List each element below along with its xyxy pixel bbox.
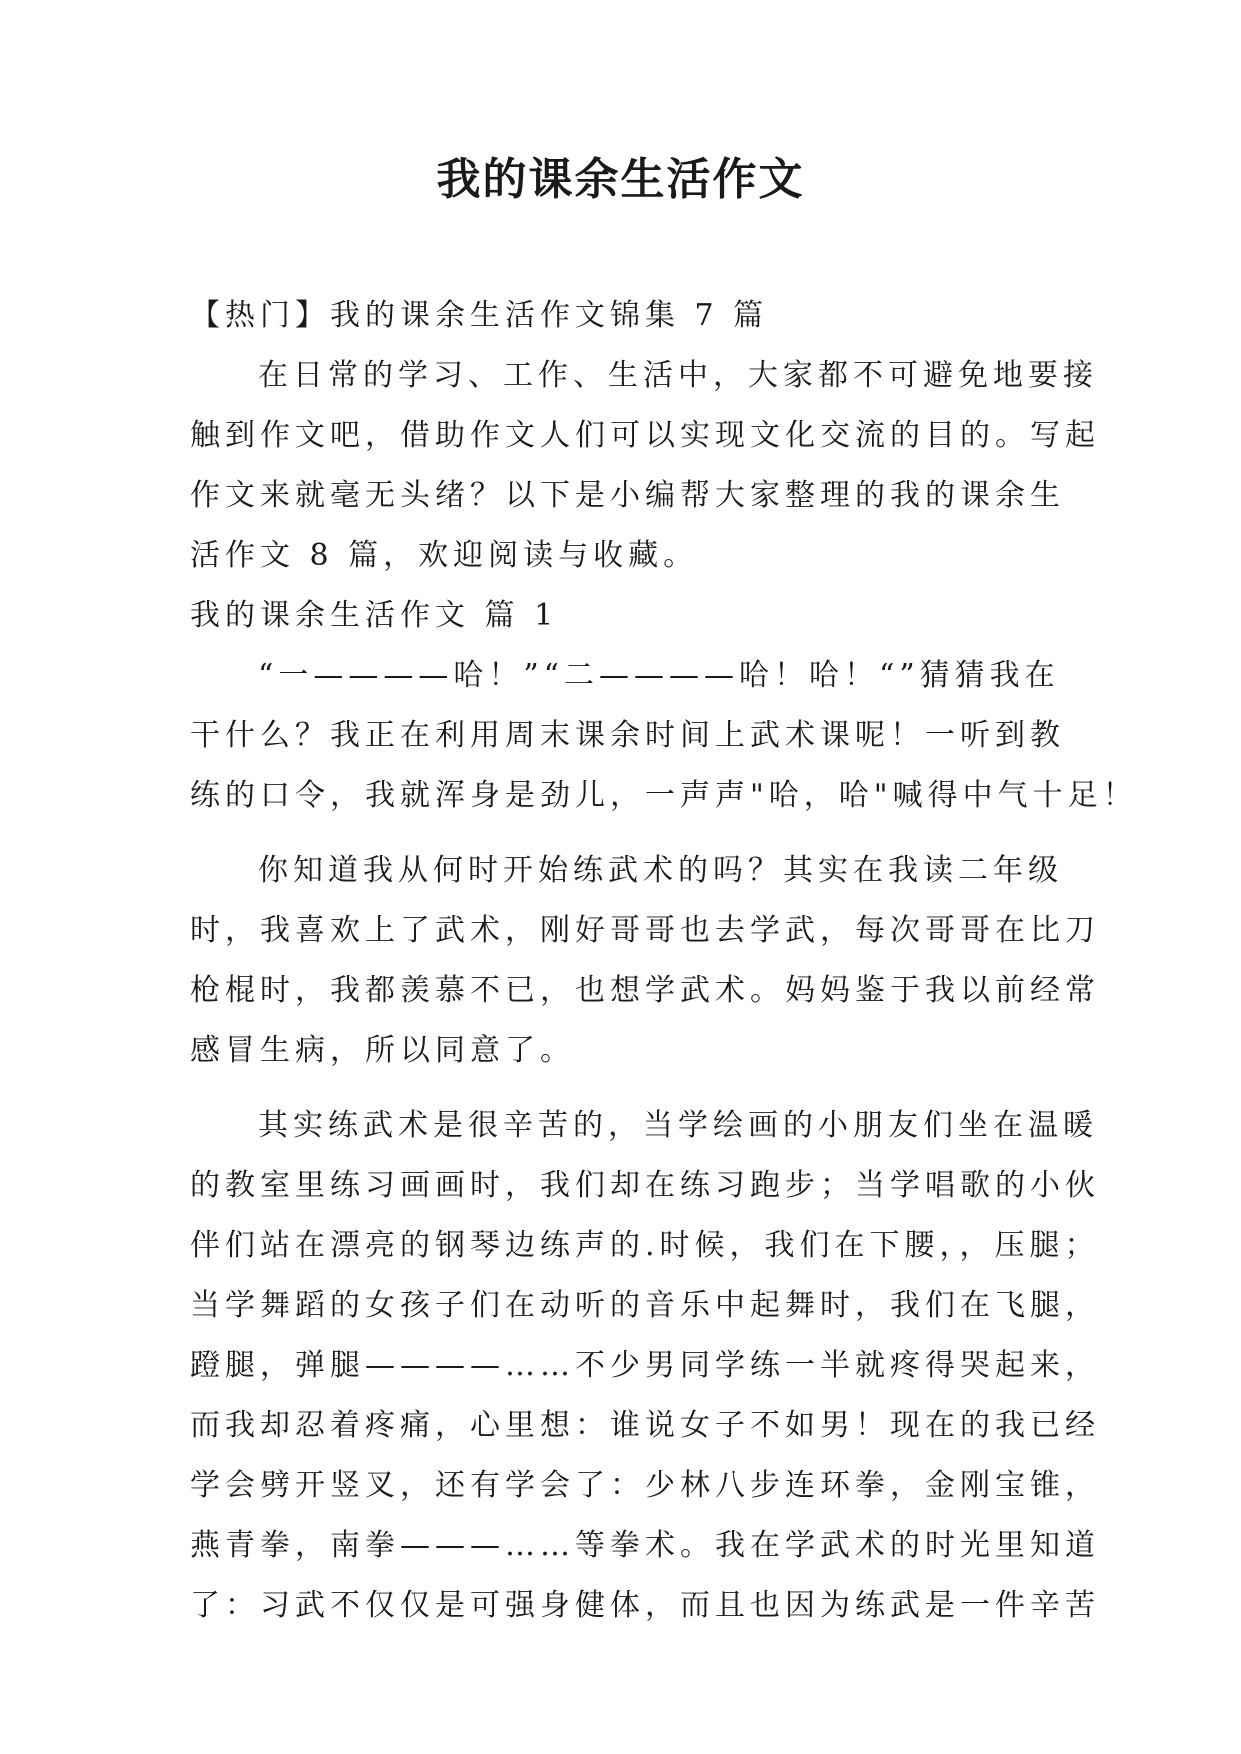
section-heading: 我的课余生活作文 篇 1 bbox=[190, 598, 559, 633]
paragraph-line: 练的口令，我就浑身是劲儿，一声声"哈，哈"喊得中气十足！ bbox=[190, 778, 1138, 813]
paragraph-line: 而我却忍着疼痛，心里想：谁说女子不如男！现在的我已经 bbox=[190, 1408, 1100, 1443]
paragraph-line: 当学舞蹈的女孩子们在动听的音乐中起舞时，我们在飞腿， bbox=[190, 1288, 1100, 1323]
paragraph-line: 你知道我从何时开始练武术的吗？其实在我读二年级 bbox=[258, 853, 1063, 888]
paragraph-line: 学会劈开竖叉，还有学会了：少林八步连环拳，金刚宝锥， bbox=[190, 1468, 1100, 1503]
paragraph-line: 燕青拳，南拳———……等拳术。我在学武术的时光里知道 bbox=[190, 1528, 1100, 1563]
paragraph-line: 伴们站在漂亮的钢琴边练声的.时候，我们在下腰，，压腿； bbox=[190, 1228, 1100, 1263]
paragraph-line: 干什么？我正在利用周末课余时间上武术课呢！一听到教 bbox=[190, 718, 1065, 753]
paragraph-line: 触到作文吧，借助作文人们可以实现文化交流的目的。写起 bbox=[190, 418, 1100, 453]
paragraph-line: 其实练武术是很辛苦的，当学绘画的小朋友们坐在温暖 bbox=[258, 1108, 1098, 1143]
paragraph-line: 在日常的学习、工作、生活中，大家都不可避免地要接 bbox=[258, 358, 1098, 393]
paragraph-line: 蹬腿，弹腿————……不少男同学练一半就疼得哭起来， bbox=[190, 1348, 1100, 1383]
paragraph-line: 感冒生病，所以同意了。 bbox=[190, 1033, 575, 1068]
paragraph-line: 活作文 8 篇，欢迎阅读与收藏。 bbox=[190, 538, 699, 573]
paragraph-line: “一————哈！”“二————哈！哈！“”猜猜我在 bbox=[258, 658, 1060, 693]
document-body bbox=[190, 286, 1138, 1636]
paragraph-line: 枪棍时，我都羡慕不已，也想学武术。妈妈鉴于我以前经常 bbox=[190, 973, 1100, 1008]
paragraph-line: 时，我喜欢上了武术，刚好哥哥也去学武，每次哥哥在比刀 bbox=[190, 913, 1100, 948]
paragraph-line: 了：习武不仅仅是可强身健体，而且也因为练武是一件辛苦 bbox=[190, 1588, 1100, 1623]
subtitle-line: 【热门】我的课余生活作文锦集 7 篇 bbox=[190, 298, 769, 333]
document-title: 我的课余生活作文 bbox=[436, 154, 805, 205]
paragraph-line: 作文来就毫无头绪？以下是小编帮大家整理的我的课余生 bbox=[190, 478, 1065, 513]
paragraph-line: 的教室里练习画画时，我们却在练习跑步；当学唱歌的小伙 bbox=[190, 1168, 1100, 1203]
